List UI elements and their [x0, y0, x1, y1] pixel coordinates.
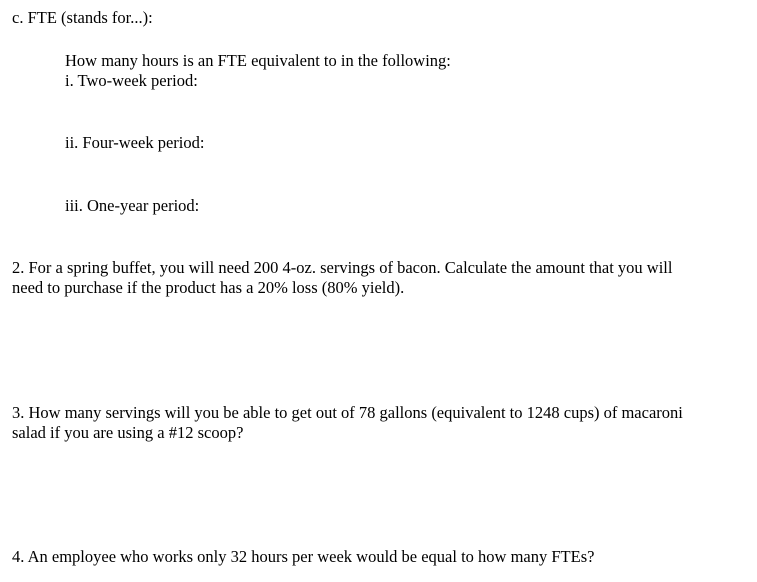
- question-4-line-1: 4. An employee who works only 32 hours per week would be equal to how many FTEs?: [12, 547, 595, 566]
- question-2-line-2: need to purchase if the product has a 20% loss (80% yield).: [12, 278, 405, 297]
- question-3-line-2: salad if you are using a #12 scoop?: [12, 423, 244, 442]
- section-c-item-four-week: ii. Four-week period:: [65, 133, 205, 152]
- question-3-line-1: 3. How many servings will you be able to get out of 78 gallons (equivalent to 1248 cups) of macaroni: [12, 403, 683, 422]
- section-c-prompt: How many hours is an FTE equivalent to in the following:: [65, 51, 451, 70]
- section-c-item-two-week: i. Two-week period:: [65, 71, 198, 90]
- section-c-heading: c. FTE (stands for...):: [12, 8, 153, 27]
- section-c-item-one-year: iii. One-year period:: [65, 196, 200, 215]
- question-2-line-1: 2. For a spring buffet, you will need 200 4-oz. servings of bacon. Calculate the amount that you will: [12, 258, 673, 277]
